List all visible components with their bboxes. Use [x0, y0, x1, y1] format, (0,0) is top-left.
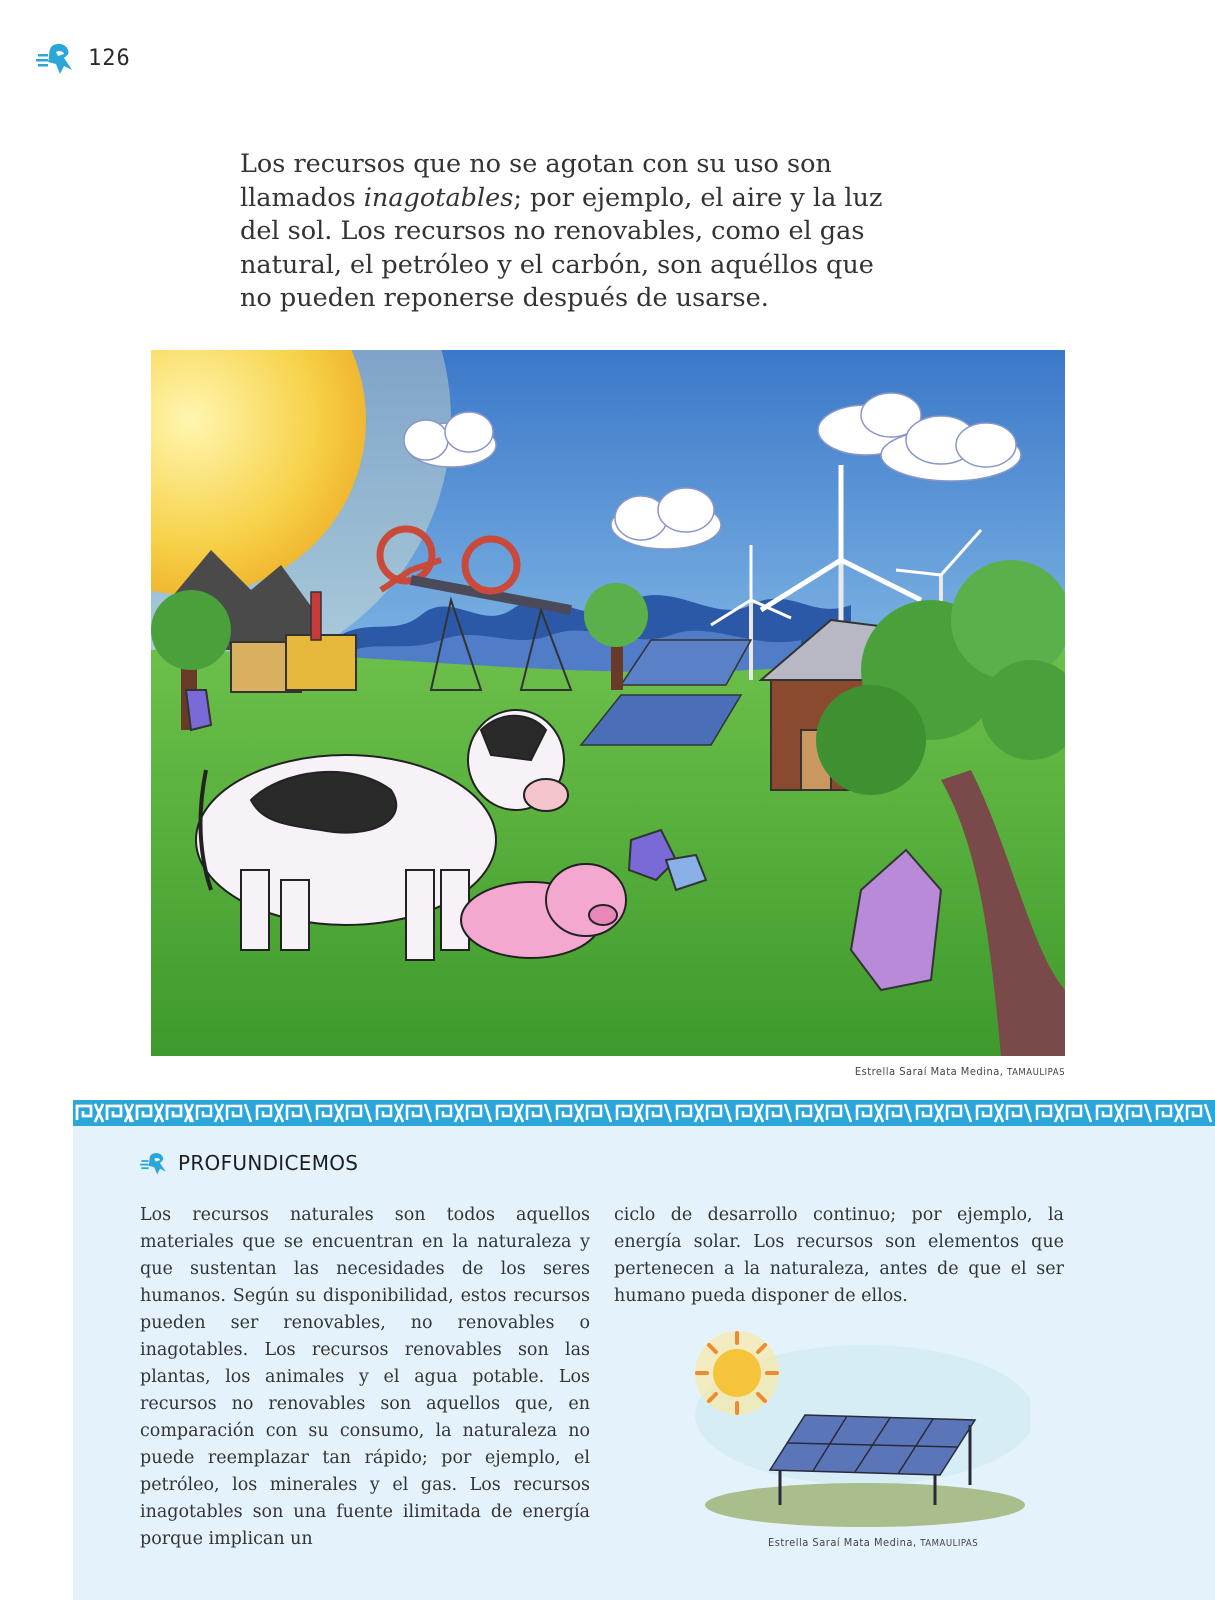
body-column-right: ciclo de desarrollo continuo; por ejemplo, la energía solar. Los recursos son elementos que pertenecen a la naturaleza, antes de que el ser humano pueda disponer de ellos.	[614, 1205, 1064, 1306]
solar-illustration	[685, 1325, 1030, 1535]
page-header	[36, 40, 131, 76]
bird-icon	[36, 40, 78, 76]
intro-italic-term: inagotables	[363, 182, 514, 213]
credit-name: Estrella Saraí Mata Medina,	[854, 1065, 1004, 1078]
section-title: PROFUNDICEMOS	[178, 1151, 359, 1175]
sun-icon	[695, 1331, 779, 1415]
intro-text-1: Los recursos que no se agotan con su uso son llamados	[240, 149, 832, 213]
intro-paragraph	[240, 148, 900, 316]
credit-name: Estrella Saraí Mata Medina,	[768, 1536, 917, 1549]
page-number: 126	[88, 45, 131, 71]
main-illustration	[151, 350, 1065, 1056]
decorative-border	[73, 1100, 1215, 1126]
credit-state: TAMAULIPAS	[920, 1538, 979, 1549]
bird-icon	[140, 1150, 170, 1176]
main-illustration-credit	[855, 1065, 1065, 1078]
small-illustration-credit	[768, 1536, 978, 1549]
section-header	[140, 1150, 358, 1176]
credit-state: TAMAULIPAS	[1007, 1067, 1065, 1078]
intro-text-2: ; por ejemplo, el aire y la luz del sol. Los recursos no renovables, como el gas natural, el petróleo y el carbón, son aquéllos que no pueden reponerse después de usarse.	[240, 182, 883, 313]
body-column-left: Los recursos naturales son todos aquellos materiales que se encuentran en la naturaleza y que sustentan las necesidades de los seres humanos. Según su disponibilidad, estos recursos pueden ser renovables, no renovables o inagotables. Los recursos renovables son las plantas, los animales y el agua potable. Los recursos no renovables son aquellos que, en comparación con su consumo, la naturaleza no puede reemplazar tan rápido; por ejemplo, el petróleo, los minerales y el gas. Los recursos inagotables son una fuente ilimitada de energía porque implican un	[140, 1205, 590, 1549]
